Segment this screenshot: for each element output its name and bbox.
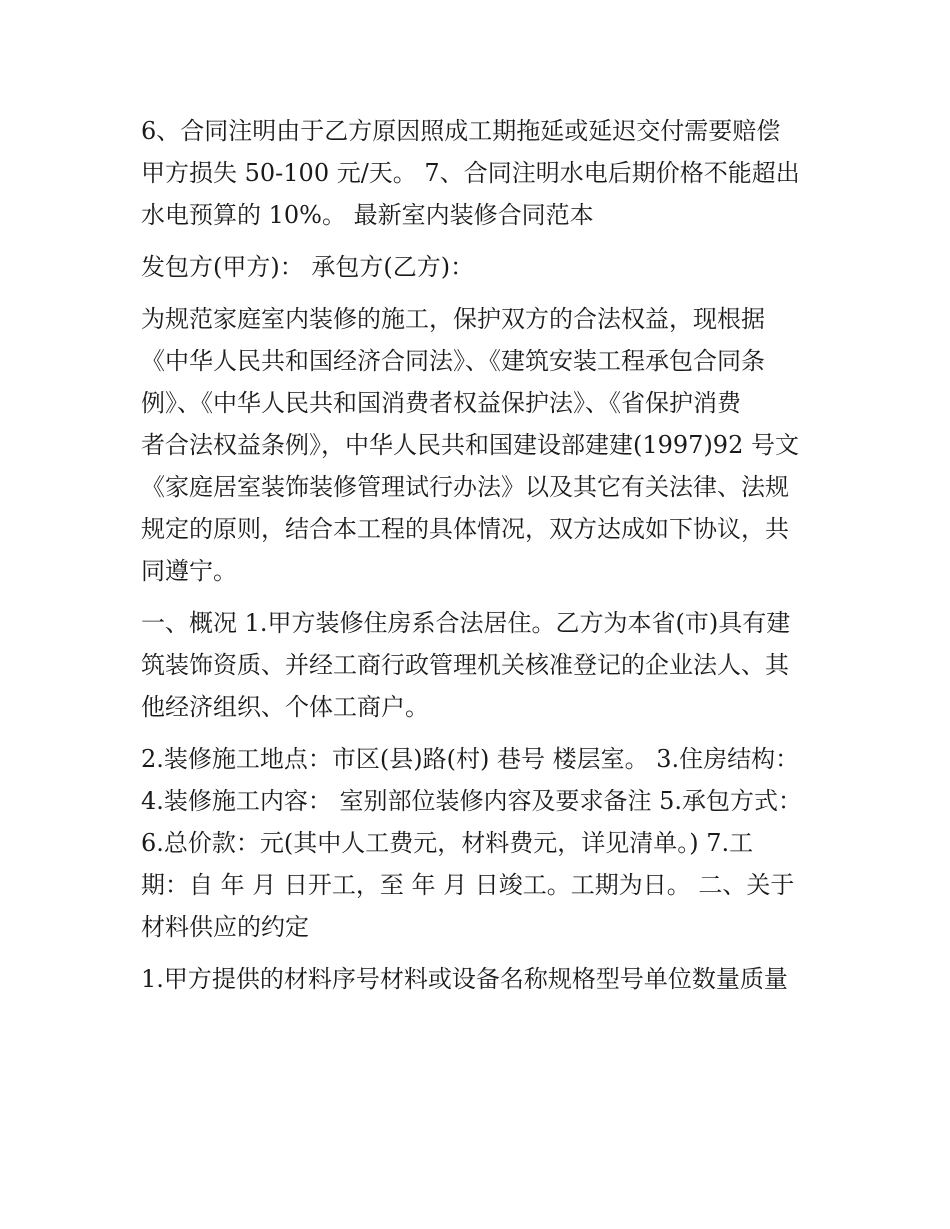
text-line: 《中华人民共和国经济合同法》、《建筑安装工程承包合同条 — [141, 347, 765, 375]
text-line: 1.甲方提供的材料序号材料或设备名称规格型号单位数量质量 — [141, 965, 788, 993]
text-line: 同遵宁。 — [141, 557, 237, 585]
text-line: 他经济组织、个体工商户。 — [141, 693, 429, 721]
text-line: 筑装饰资质、并经工商行政管理机关核准登记的企业法人、其 — [141, 651, 789, 679]
text-line: 发包方(甲方)： 承包方(乙方)： — [141, 253, 475, 281]
text-line: 水电预算的 10%。 最新室内装修合同范本 — [141, 201, 594, 229]
text-line: 者合法权益条例》，中华人民共和国建设部建建(1997)92 号文 — [141, 431, 799, 459]
text-line: 6、合同注明由于乙方原因照成工期拖延或延迟交付需要赔偿 — [141, 117, 781, 145]
text-line: 2.装修施工地点：市区(县)路(村) 巷号 楼层室。 3.住房结构： — [141, 745, 800, 773]
text-line: 6.总价款：元(其中人工费元，材料费元，详见清单。) 7.工 — [141, 829, 754, 857]
text-line: 例》、《中华人民共和国消费者权益保护法》、《省保护消费 — [141, 389, 741, 417]
text-line: 4.装修施工内容： 室别部位装修内容及要求备注 5.承包方式： — [141, 787, 803, 815]
text-line: 材料供应的约定 — [141, 913, 309, 941]
text-line: 期：自 年 月 日开工，至 年 月 日竣工。工期为日。 二、关于 — [141, 871, 795, 899]
text-line: 规定的原则，结合本工程的具体情况，双方达成如下协议，共 — [141, 515, 789, 543]
text-line: 为规范家庭室内装修的施工，保护双方的合法权益，现根据 — [141, 305, 765, 333]
text-line: 甲方损失 50-100 元/天。 7、合同注明水电后期价格不能超出 — [141, 159, 800, 187]
document-body — [141, 110, 821, 1000]
text-line: 一、概况 1.甲方装修住房系合法居住。乙方为本省(市)具有建 — [141, 609, 791, 637]
text-line: 《家庭居室装饰装修管理试行办法》以及其它有关法律、法规 — [141, 473, 789, 501]
